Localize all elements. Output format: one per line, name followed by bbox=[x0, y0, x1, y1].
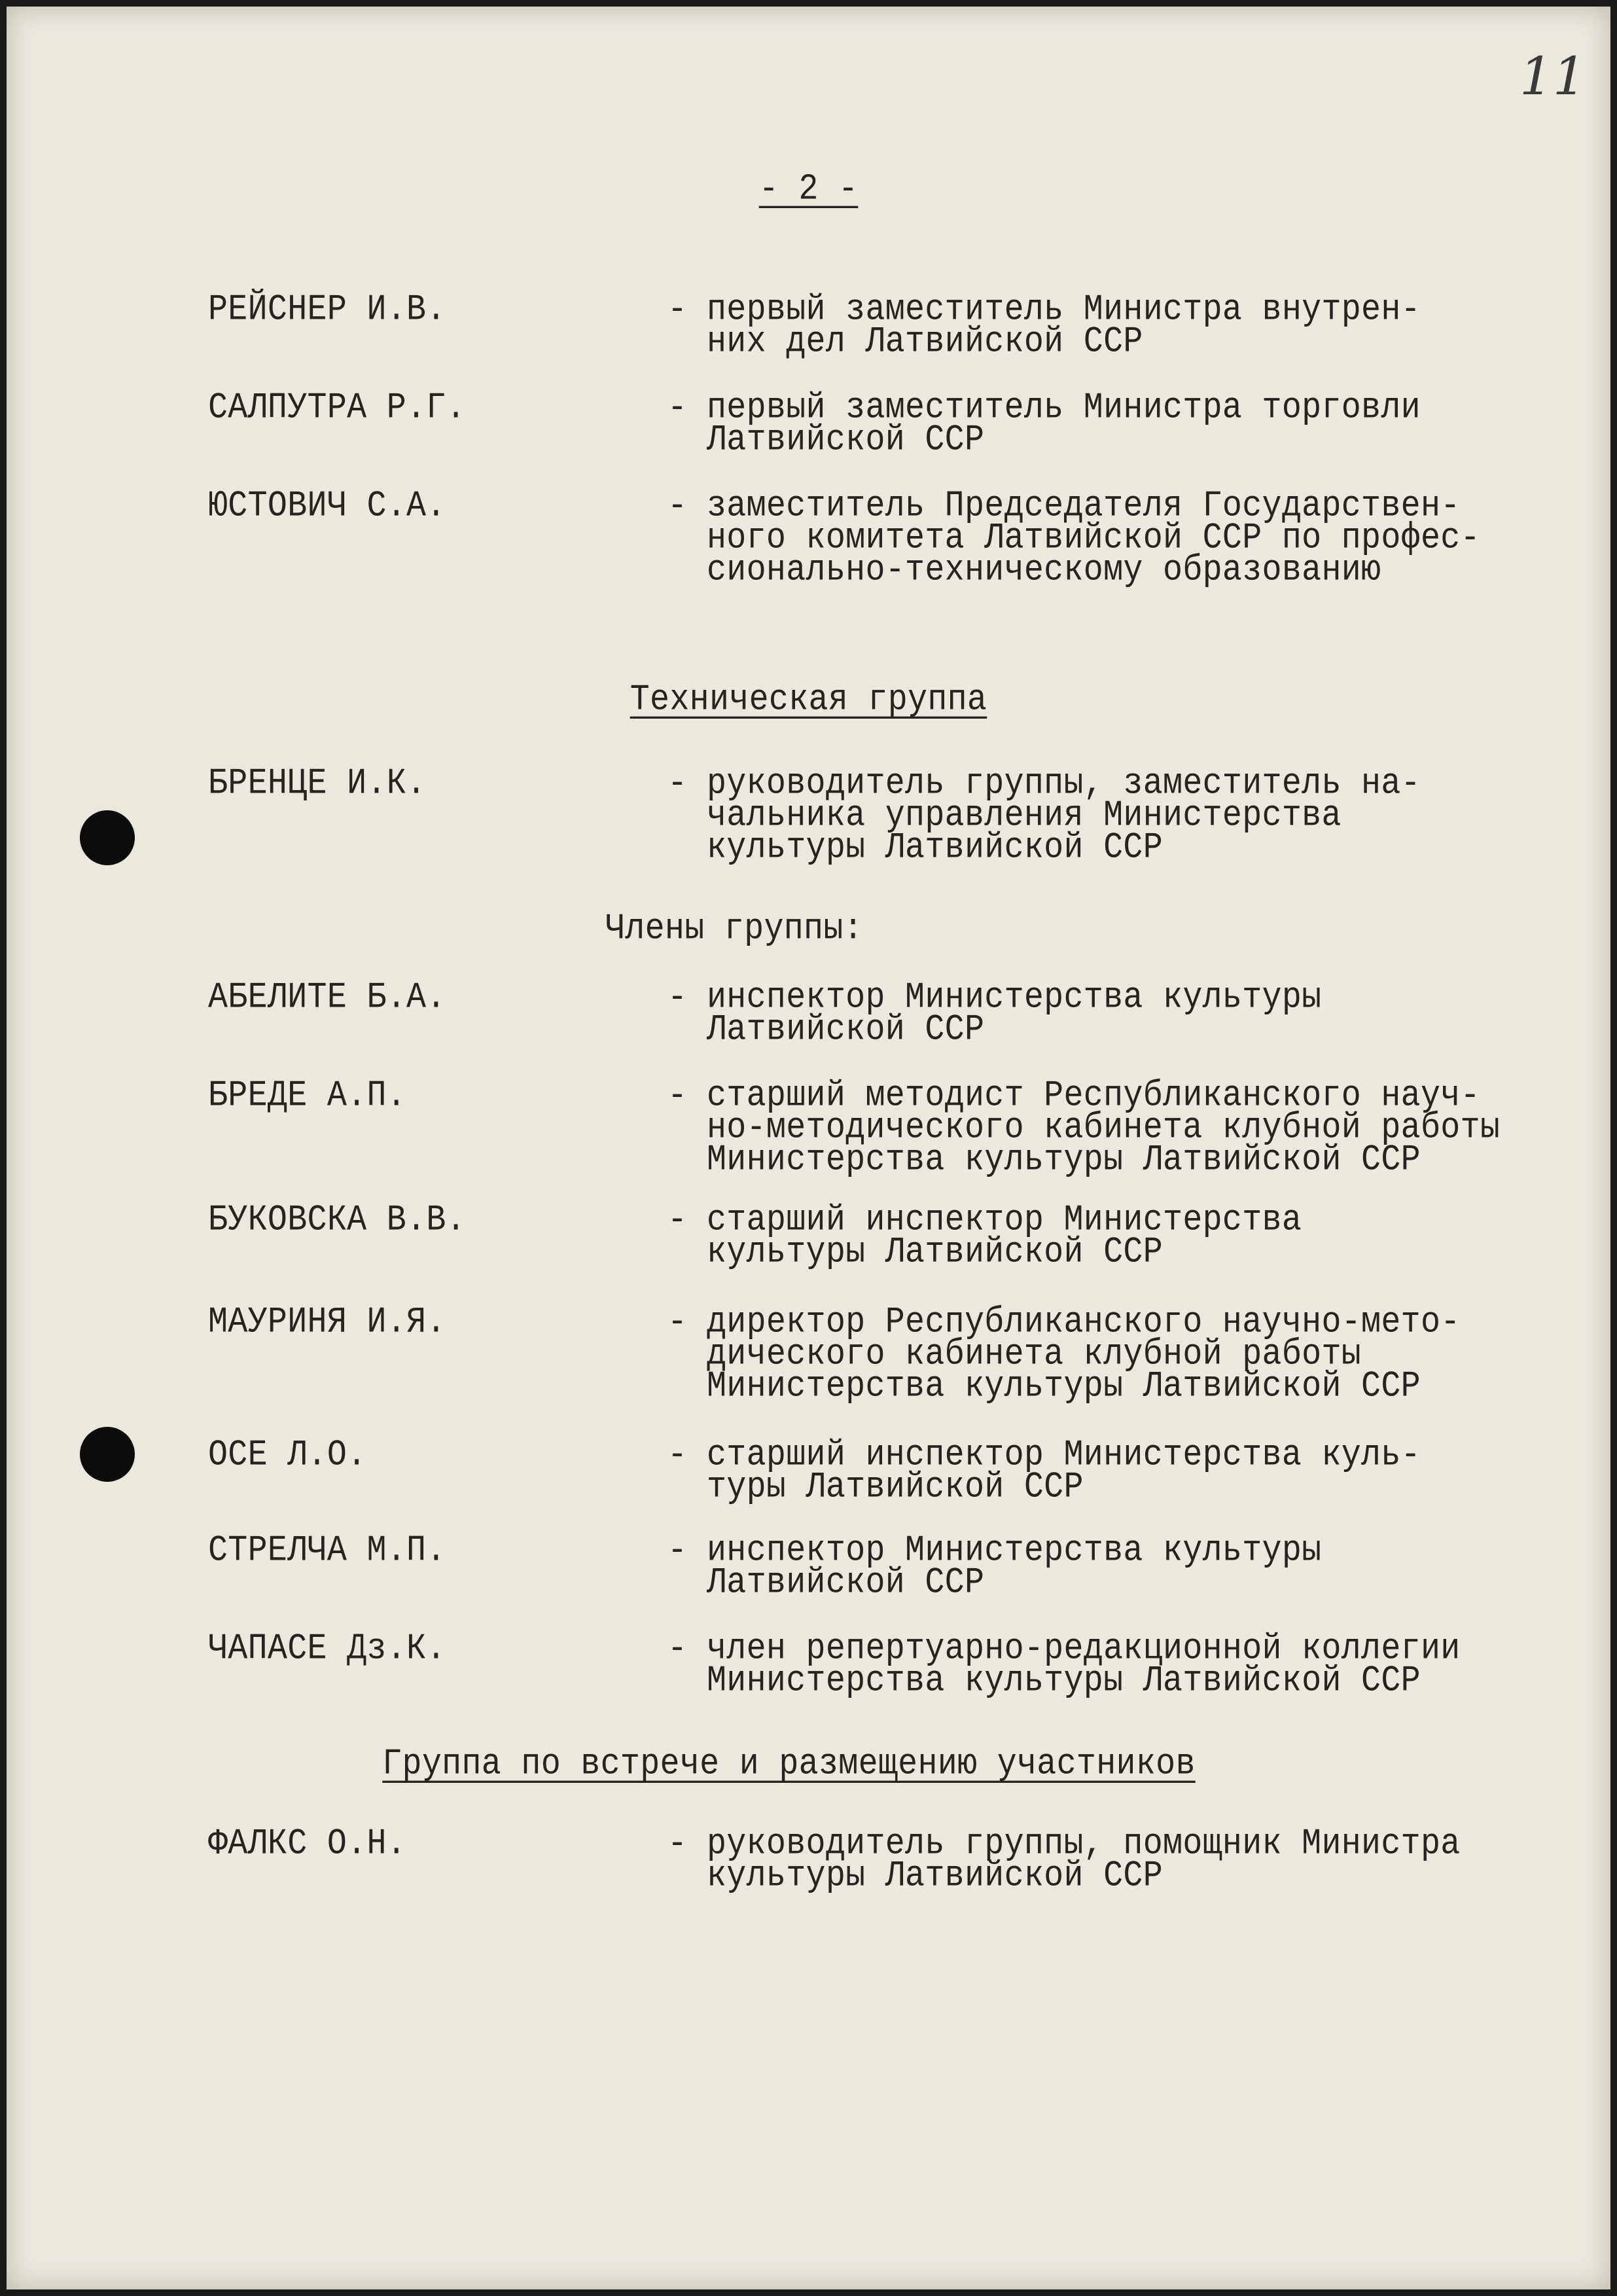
position-description-line: заместитель Председателя Государствен- bbox=[707, 485, 1461, 528]
position-description-line: чальника управления Министерства bbox=[707, 795, 1342, 837]
position-description-line: дического кабинета клубной работы bbox=[707, 1333, 1362, 1376]
person-name: БУКОВСКА В.В. bbox=[208, 1199, 466, 1242]
position-description-line: Министерства культуры Латвийской ССР bbox=[707, 1660, 1421, 1702]
position-description-line: Латвийской ССР bbox=[707, 419, 985, 461]
entry-dash: - bbox=[667, 387, 688, 429]
person-name: ОСЕ Л.О. bbox=[208, 1434, 367, 1477]
position-description-line: культуры Латвийской ССР bbox=[707, 1231, 1164, 1274]
position-description-line: старший инспектор Министерства куль- bbox=[707, 1434, 1421, 1477]
folio-number: 11 bbox=[1519, 46, 1586, 107]
members-label: Члены группы: bbox=[605, 908, 863, 950]
position-description-line: туры Латвийской ССР bbox=[707, 1466, 1084, 1509]
person-name: БРЕДЕ А.П. bbox=[208, 1075, 407, 1117]
entry-dash: - bbox=[667, 1434, 688, 1477]
person-name: СТРЕЛЧА М.П. bbox=[208, 1530, 446, 1572]
position-description-line: первый заместитель Министра торговли bbox=[707, 387, 1421, 429]
position-description-line: сионально-техническому образованию bbox=[707, 549, 1381, 592]
position-description-line: культуры Латвийской ССР bbox=[707, 1855, 1164, 1897]
position-description-line: руководитель группы, помощник Министра bbox=[707, 1823, 1461, 1865]
position-description-line: руководитель группы, заместитель на- bbox=[707, 762, 1421, 805]
position-description-line: Министерства культуры Латвийской ССР bbox=[707, 1365, 1421, 1408]
punch-hole bbox=[80, 810, 135, 865]
entry-dash: - bbox=[667, 1075, 688, 1117]
entry-dash: - bbox=[667, 762, 688, 805]
person-name: БРЕНЦЕ И.К. bbox=[208, 762, 427, 805]
position-description-line: культуры Латвийской ССР bbox=[707, 827, 1164, 869]
heading-text: Группа по встрече и размещению участников bbox=[382, 1743, 1196, 1785]
person-name: АБЕЛИТЕ Б.А. bbox=[208, 977, 446, 1019]
position-description-line: первый заместитель Министра внутрен- bbox=[707, 289, 1421, 331]
person-name: РЕЙСНЕР И.В. bbox=[208, 289, 446, 331]
position-description-line: ного комитета Латвийской ССР по профес- bbox=[707, 517, 1480, 560]
position-description-line: Латвийской ССР bbox=[707, 1562, 985, 1604]
entry-dash: - bbox=[667, 1199, 688, 1242]
entry-dash: - bbox=[667, 485, 688, 528]
person-name: ЧАПАСЕ Дз.К. bbox=[208, 1628, 446, 1670]
position-description-line: член репертуарно-редакционной коллегии bbox=[707, 1628, 1461, 1670]
position-description-line: старший инспектор Министерства bbox=[707, 1199, 1302, 1242]
position-description-line: Министерства культуры Латвийской ССР bbox=[707, 1139, 1421, 1181]
person-name: МАУРИНЯ И.Я. bbox=[208, 1301, 446, 1344]
position-description-line: но-методического кабинета клубной работы bbox=[707, 1107, 1501, 1149]
position-description-line: них дел Латвийской ССР bbox=[707, 321, 1143, 363]
section-heading-technical bbox=[0, 679, 1617, 721]
entry-dash: - bbox=[667, 1823, 688, 1865]
person-name: ФАЛКС О.Н. bbox=[208, 1823, 407, 1865]
section-heading-reception bbox=[0, 1743, 1597, 1785]
person-name: САЛПУТРА Р.Г. bbox=[208, 387, 466, 429]
page-number: - 2 - bbox=[758, 168, 859, 211]
entry-dash: - bbox=[667, 977, 688, 1019]
person-name: ЮСТОВИЧ С.А. bbox=[208, 485, 446, 528]
heading-text: Техническая группа bbox=[630, 679, 987, 721]
position-description-line: Латвийской ССР bbox=[707, 1009, 985, 1051]
entry-dash: - bbox=[667, 1301, 688, 1344]
position-description-line: директор Республиканского научно-мето- bbox=[707, 1301, 1461, 1344]
entry-dash: - bbox=[667, 289, 688, 331]
position-description-line: инспектор Министерства культуры bbox=[707, 1530, 1322, 1572]
entry-dash: - bbox=[667, 1628, 688, 1670]
position-description-line: инспектор Министерства культуры bbox=[707, 977, 1322, 1019]
punch-hole bbox=[80, 1427, 135, 1482]
position-description-line: старший методист Республиканского науч- bbox=[707, 1075, 1480, 1117]
entry-dash: - bbox=[667, 1530, 688, 1572]
